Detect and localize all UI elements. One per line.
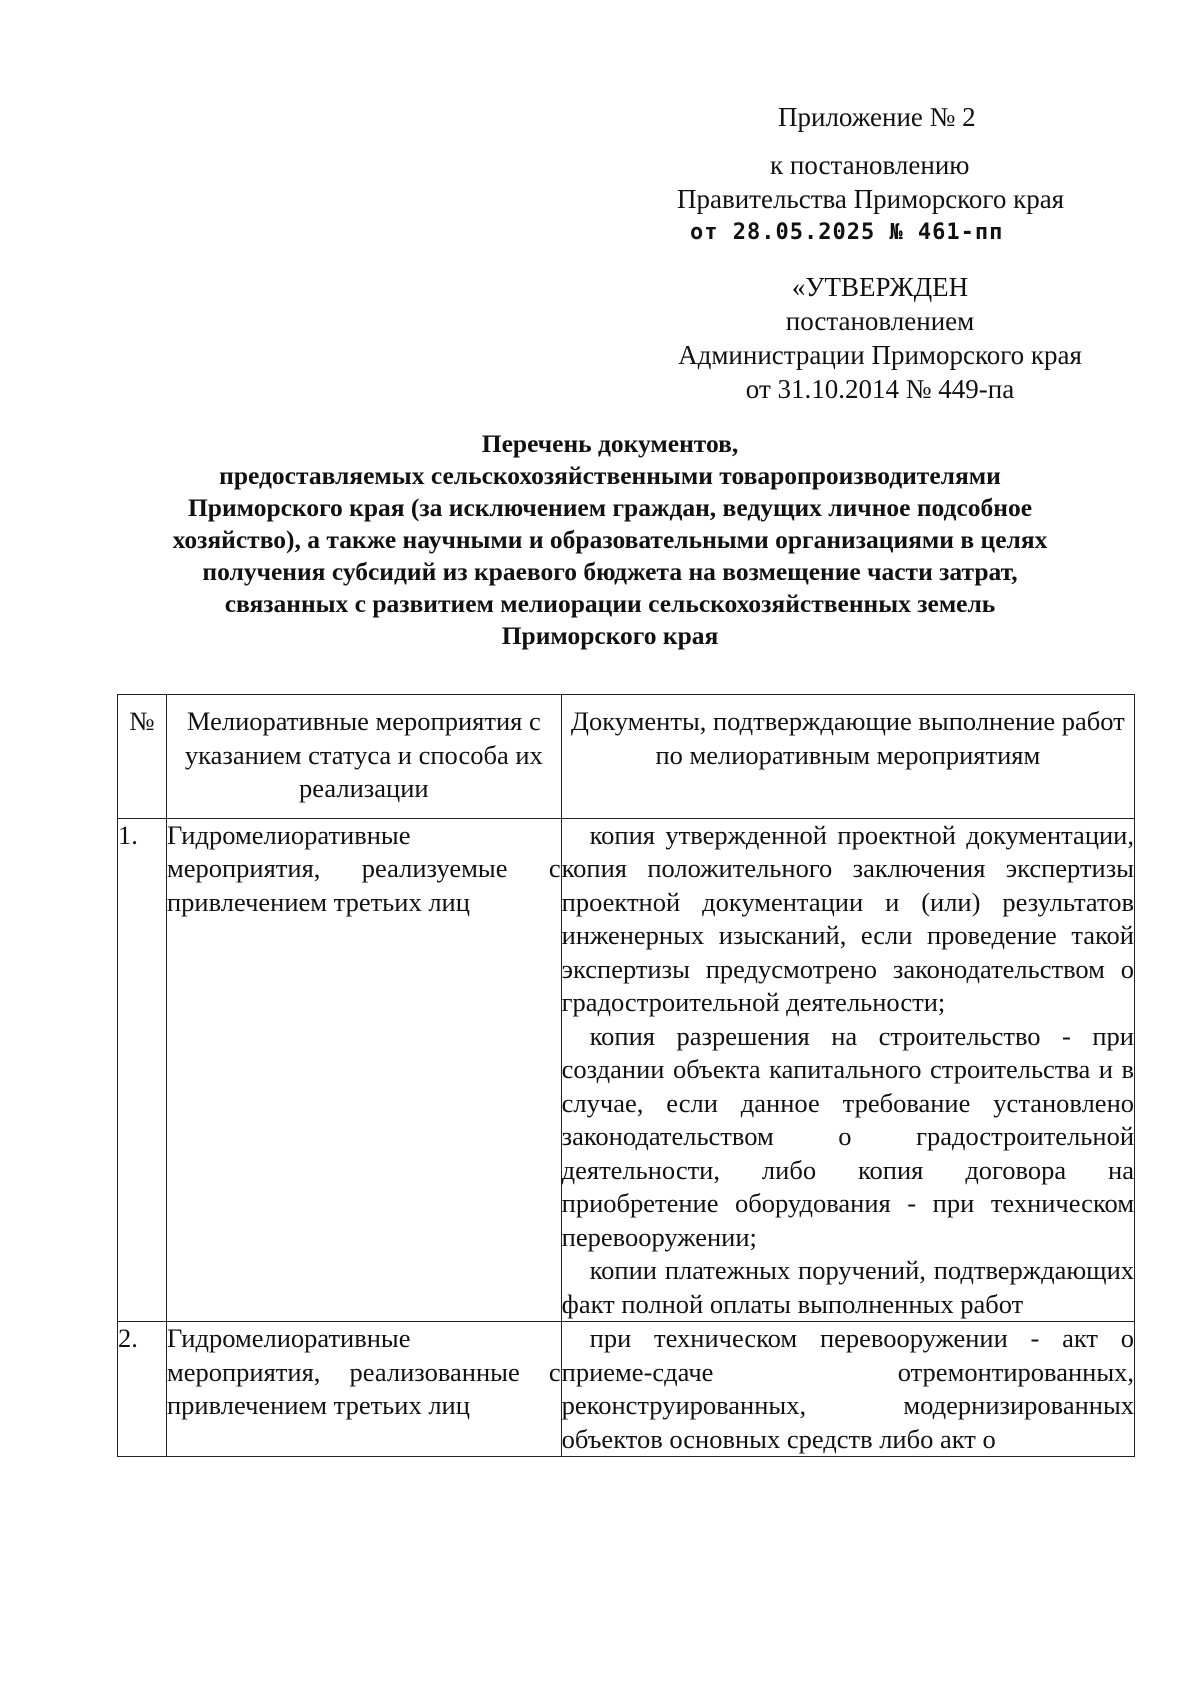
- title-line: получения субсидий из краевого бюджета на возмещение части затрат,: [202, 557, 1018, 586]
- row-number: 2.: [118, 1322, 167, 1457]
- row-number: 1.: [118, 818, 167, 1322]
- appendix-title: Приложение № 2: [778, 102, 976, 132]
- row-documents: [561, 1322, 1134, 1457]
- title-line: хозяйство), а также научными и образовательными организациями в целях: [172, 525, 1048, 554]
- table-row: [118, 1322, 1135, 1457]
- appendix-to: к постановлению: [770, 150, 970, 180]
- title-line: Приморского края (за исключением граждан, ведущих личное подсобное: [187, 493, 1033, 522]
- document-paragraph: копия разрешения на строительство - при создании объекта капитального строительства и в случае, если данное требование установлено законодательством о градостроительной деятельности, либо копия договора на приобретение оборудования - при техническом перевооружении;: [561, 1020, 1134, 1252]
- document-paragraph: при техническом перевооружении - акт о приеме-сдаче отремонтированных, реконструированных, модернизированных объектов основных средств либо акт о: [561, 1323, 1134, 1454]
- header-number: №: [118, 695, 167, 819]
- title-line: связанных с развитием мелиорации сельскохозяйственных земель: [224, 589, 996, 618]
- documents-table: [117, 694, 1135, 1457]
- header-documents: Документы, подтверждающие выполнение работ по мелиоративным мероприятиям: [561, 695, 1134, 819]
- document-paragraph: копии платежных поручений, подтверждающих факт полной оплаты выполненных работ: [561, 1255, 1134, 1319]
- document-title: [110, 428, 1110, 652]
- row-activity: Гидромелиоративные мероприятия, реализуемые с привлечением третьих лиц: [166, 818, 561, 1322]
- approved-date-line: от 31.10.2014 № 449-па: [745, 374, 1015, 404]
- approved-by: постановлением: [785, 306, 975, 336]
- title-line: Перечень документов,: [481, 429, 739, 458]
- approved-block: [640, 270, 1120, 406]
- row-documents: [561, 818, 1134, 1322]
- appendix-block: [677, 100, 1120, 250]
- table-row: [118, 818, 1135, 1322]
- appendix-date-line: от 28.05.2025 № 461-пп: [690, 220, 1004, 245]
- document-paragraph: копия утвержденной проектной документации, копия положительного заключения экспертизы проектной документации и (или) результатов инженерных изысканий, если проведение такой экспертизы предусмотрено законодательством о градостроительной деятельности;: [561, 819, 1134, 1017]
- table-header-row: [118, 695, 1135, 819]
- header-activities: Мелиоративные мероприятия с указанием статуса и способа их реализации: [166, 695, 561, 819]
- appendix-government: Правительства Приморского края: [677, 184, 1065, 214]
- title-line: Приморского края: [501, 621, 719, 650]
- title-line: предоставляемых сельскохозяйственными товаропроизводителями: [219, 461, 1001, 490]
- approved-administration: Администрации Приморского края: [678, 340, 1082, 370]
- approved-heading: «УТВЕРЖДЕН: [791, 272, 969, 302]
- row-activity: Гидромелиоративные мероприятия, реализованные с привлечением третьих лиц: [166, 1322, 561, 1457]
